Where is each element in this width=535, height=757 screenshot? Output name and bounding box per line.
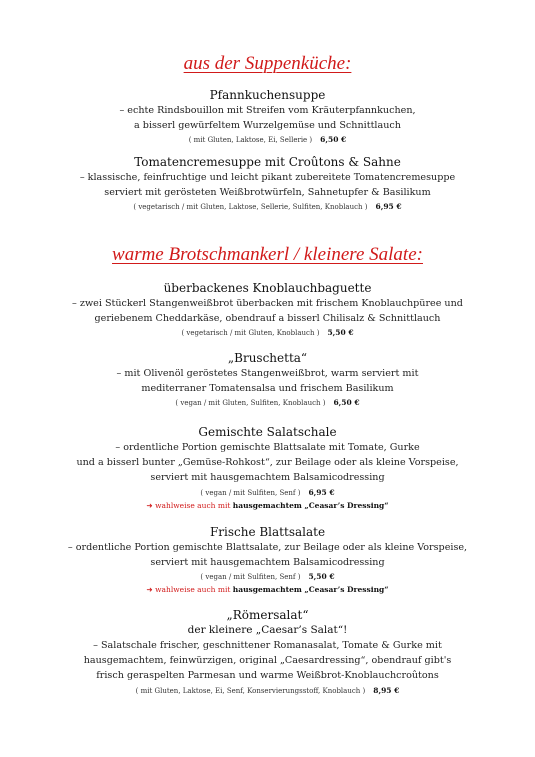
menu-item-roemersalat (0, 607, 535, 698)
item-description-line: – echte Rindsbouillon mit Streifen vom Kräuterpfannkuchen, (119, 105, 416, 116)
item-description-line: – ordentliche Portion gemischte Blattsalate, zur Beilage oder als kleine Vorspeise, (67, 542, 468, 553)
item-allergen-price (0, 133, 535, 147)
item-description-line: – ordentliche Portion gemischte Blattsalate mit Tomate, Gurke (115, 442, 420, 453)
item-allergen-price (0, 684, 535, 698)
item-allergen-price (0, 570, 535, 584)
item-description-line: frisch geraspelten Parmesan und warme Weißbrot-Knoblauchcroûtons (96, 670, 439, 682)
item-description-line: geriebenem Cheddarkäse, obendrauf a bisserl Chilisalz & Schnittlauch (94, 313, 441, 325)
item-allergen-price (0, 326, 535, 340)
arrow-right-icon: ➜ (146, 585, 153, 595)
item-description-line: serviert mit hausgemachtem Balsamicodressing (150, 557, 385, 569)
item-price: 6,95 € (375, 202, 402, 212)
menu-item-tomatencremesuppe (0, 154, 535, 214)
bread-section-title: warme Brotschmankerl / kleinere Salate: (112, 244, 423, 265)
item-description-line: – zwei Stückerl Stangenweißbrot überbacken mit frischem Knoblauchpüree und (72, 298, 463, 309)
optional-dressing-note (0, 500, 535, 512)
soup-section-title: aus der Suppenküche: (183, 53, 352, 74)
item-name: „Römersalat“ (226, 608, 309, 622)
item-description-line: – klassische, feinfruchtige und leicht pikant zubereitete Tomatencremesuppe (79, 172, 456, 183)
item-price: 6,95 € (308, 487, 335, 497)
item-description-line: serviert mit hausgemachtem Balsamicodressing (150, 472, 385, 484)
optional-text: hausgemachtem „Ceasar’s Dressing“ (232, 500, 389, 510)
allergen-info: ( vegan / mit Sulfiten, Senf ) (200, 573, 301, 582)
item-price: 5,50 € (327, 328, 354, 338)
allergen-info: ( vegetarisch / mit Gluten, Knoblauch ) (181, 329, 320, 338)
allergen-info: ( vegan / mit Sulfiten, Senf ) (200, 488, 301, 497)
menu-item-bruschetta (0, 350, 535, 410)
item-name: überbackenes Knoblauchbaguette (163, 281, 372, 295)
item-price: 8,95 € (373, 685, 400, 695)
allergen-info: ( vegan / mit Gluten, Sulfiten, Knoblauch ) (175, 399, 326, 408)
item-subtitle: der kleinere „Caesar’s Salat“! (187, 624, 348, 636)
allergen-info: ( mit Gluten, Laktose, Ei, Senf, Konservierungsstoff, Knoblauch ) (135, 686, 366, 695)
item-description-line: hausgemachtem, feinwürzigen, original „Caesardressing“, obendrauf gibt's (83, 655, 452, 667)
item-name: „Bruschetta“ (227, 351, 308, 365)
allergen-info: ( vegetarisch / mit Gluten, Laktose, Sellerie, Sulfiten, Knoblauch ) (133, 203, 368, 212)
menu-item-knoblauchbaguette (0, 280, 535, 340)
optional-text: hausgemachtem „Ceasar’s Dressing“ (232, 585, 389, 595)
item-name: Tomatencremesuppe mit Croûtons & Sahne (134, 155, 401, 169)
item-price: 5,50 € (308, 572, 335, 582)
item-description-line: – Salatschale frischer, geschnittener Romanasalat, Tomate & Gurke mit (93, 640, 442, 651)
item-price: 6,50 € (320, 135, 347, 145)
item-description-line: und a bisserl bunter „Gemüse-Rohkost“, zur Beilage oder als kleine Vorspeise, (76, 457, 459, 469)
item-allergen-price (0, 200, 535, 214)
arrow-right-icon: ➜ (146, 500, 153, 510)
optional-prefix: wahlweise auch mit (155, 500, 231, 510)
item-price: 6,50 € (333, 398, 360, 408)
item-allergen-price (0, 396, 535, 410)
menu-item-pfannkuchensuppe (0, 87, 535, 147)
item-name: Pfannkuchensuppe (209, 88, 326, 102)
item-description-line: mediterraner Tomatensalsa und frischem Basilikum (141, 383, 394, 395)
menu-item-gemischte-salatschale (0, 424, 535, 512)
optional-prefix: wahlweise auch mit (155, 585, 231, 595)
item-description-line: – mit Olivenöl geröstetes Stangenweißbrot, warm serviert mit (116, 368, 419, 379)
item-allergen-price (0, 486, 535, 500)
item-description-line: a bisserl gewürfeltem Wurzelgemüse und Schnittlauch (134, 120, 401, 132)
item-name: Frische Blattsalate (209, 525, 326, 539)
optional-dressing-note (0, 584, 535, 596)
menu-item-frische-blattsalate (0, 524, 535, 596)
item-description-line: serviert mit gerösteten Weißbrotwürfeln, Sahnetupfer & Basilikum (104, 187, 431, 199)
item-name: Gemischte Salatschale (198, 425, 337, 439)
allergen-info: ( mit Gluten, Laktose, Ei, Sellerie ) (188, 136, 313, 145)
